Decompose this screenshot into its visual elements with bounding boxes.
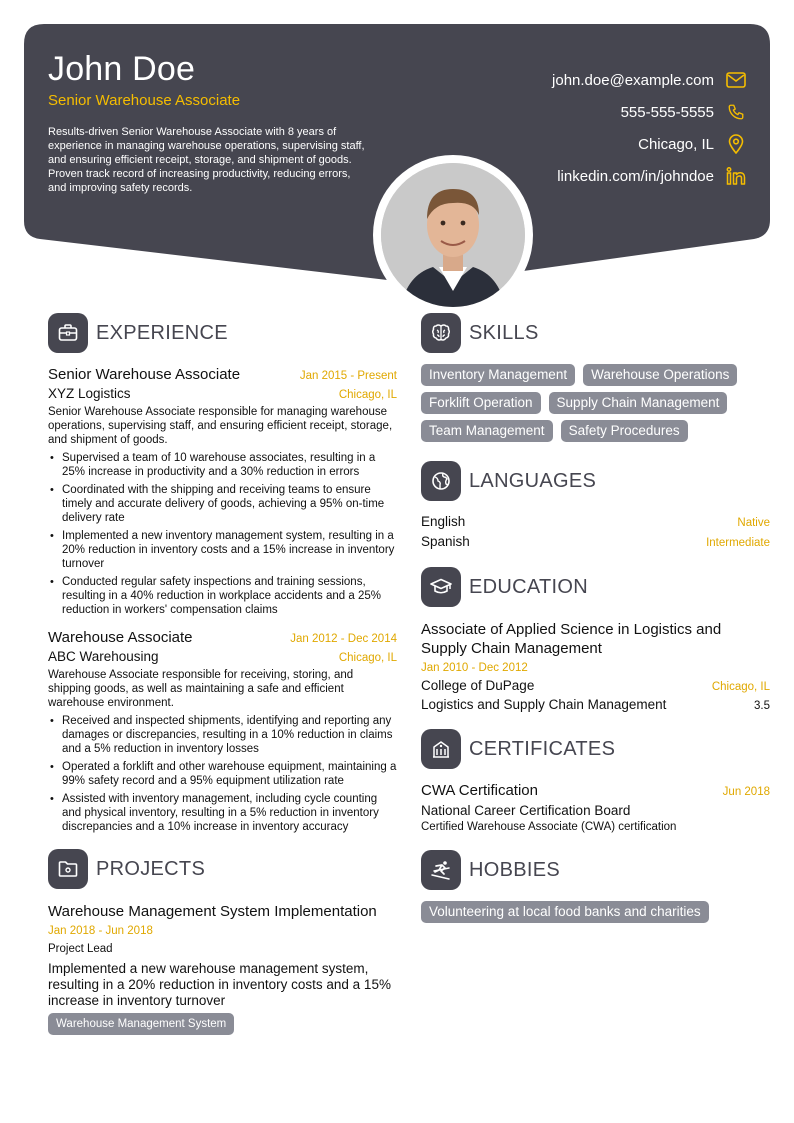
education-heading: EDUCATION (469, 575, 588, 598)
job-description: Senior Warehouse Associate responsible for managing warehouse operations, supervising staff, and ensuring efficient receipt, storage, and shipment of goods. (48, 406, 393, 446)
job-entry (48, 366, 397, 617)
job-location: Chicago, IL (338, 389, 397, 401)
projects-section-header (48, 848, 397, 890)
job-bullets (48, 451, 397, 617)
project-description: Implemented a new warehouse management system, resulting in a 20% reduction in inventory costs and a 15% increase in inventory turnover (48, 961, 391, 1008)
language-name: Spanish (421, 534, 470, 549)
skills-section-header (421, 312, 770, 354)
job-title: Warehouse Associate (48, 629, 193, 646)
contact-email[interactable] (486, 64, 746, 96)
education-section-header (421, 566, 770, 608)
languages-section-header (421, 460, 770, 502)
job-bullet: • Supervised a team of 10 warehouse associates, resulting in a 25% increase in productivity and a 30% reduction in errors (62, 451, 397, 479)
brain-icon (421, 313, 461, 353)
certificate-description: Certified Warehouse Associate (CWA) certification (421, 821, 677, 833)
skill-tag: Forklift Operation (421, 392, 541, 414)
location-text: Chicago, IL (638, 135, 714, 153)
experience-heading: EXPERIENCE (96, 321, 228, 344)
education-gpa: 3.5 (754, 700, 770, 712)
certificates-heading: CERTIFICATES (469, 737, 616, 760)
skill-tag: Inventory Management (421, 364, 575, 386)
summary-text: Results-driven Senior Warehouse Associate with 8 years of experience in managing warehouse operations, supervising staff, and ensuring efficient receipt, storage, and shipment of goods. Proven track record of increasing productivity, reducing errors, and improving safety records. (48, 126, 365, 194)
project-title: Warehouse Management System Implementation (48, 903, 377, 920)
skills-tags (421, 364, 770, 448)
hobby-tag: Volunteering at local food banks and charities (421, 901, 709, 923)
certificate-issuer: National Career Certification Board (421, 803, 631, 818)
job-company: ABC Warehousing (48, 649, 159, 664)
profile-photo (381, 163, 525, 307)
contact-location (486, 128, 746, 160)
project-role: Project Lead (48, 943, 113, 955)
education-dates: Jan 2010 - Dec 2012 (421, 662, 528, 674)
language-name: English (421, 514, 466, 529)
language-level: Native (737, 517, 770, 529)
certificate-entry (421, 782, 770, 833)
email-icon (726, 70, 746, 90)
email-text[interactable]: john.doe@example.com (552, 71, 714, 89)
project-dates: Jan 2018 - Jun 2018 (48, 925, 153, 937)
language-row (421, 534, 770, 554)
project-entry (48, 902, 397, 1041)
job-title: Senior Warehouse Associate (48, 366, 241, 383)
folder-icon (48, 849, 88, 889)
languages-heading: LANGUAGES (469, 469, 597, 492)
job-bullet: • Conducted regular safety inspections and training sessions, resulting in a 40% reduction in workplace accidents and a 25% reduction in workers' compensation claims (62, 575, 397, 617)
linkedin-text[interactable]: linkedin.com/in/johndoe (557, 167, 714, 185)
contact-linkedin[interactable] (486, 160, 746, 192)
briefcase-icon (48, 313, 88, 353)
globe-icon (421, 461, 461, 501)
job-bullets (48, 714, 397, 834)
education-school: College of DuPage (421, 678, 535, 693)
languages-list (421, 514, 770, 554)
hobbies-heading: HOBBIES (469, 858, 561, 881)
education-entry (421, 620, 770, 712)
contact-phone[interactable] (486, 96, 746, 128)
education-field: Logistics and Supply Chain Management (421, 697, 667, 712)
skill-tag: Safety Procedures (561, 420, 688, 442)
hobbies-tags (421, 901, 770, 929)
job-dates: Jan 2012 - Dec 2014 (290, 633, 397, 645)
job-entry (48, 629, 397, 834)
projects-heading: PROJECTS (96, 857, 206, 880)
job-bullet: • Assisted with inventory management, including cycle counting and physical inventory, resulting in a 5% reduction in inventory discrepancies and a 10% increase in inventory accuracy (62, 792, 397, 834)
candidate-title: Senior Warehouse Associate (48, 92, 241, 109)
location-pin-icon (726, 134, 746, 154)
certificate-date: Jun 2018 (722, 786, 770, 798)
job-bullet: • Operated a forklift and other warehouse equipment, maintaining a 99% safety record and a 95% equipment utilization rate (62, 760, 397, 788)
left-column (48, 312, 397, 1041)
education-location: Chicago, IL (711, 681, 770, 693)
job-bullet: • Coordinated with the shipping and receiving teams to ensure timely and accurate delivery of goods, achieving a 95% on-time delivery rate (62, 483, 397, 525)
certificates-section-header (421, 728, 770, 770)
linkedin-icon (726, 166, 746, 186)
graduation-cap-icon (421, 567, 461, 607)
skier-icon (421, 850, 461, 890)
contact-list (486, 64, 746, 192)
phone-icon (726, 102, 746, 122)
phone-text[interactable]: 555-555-5555 (620, 103, 714, 121)
language-level: Intermediate (706, 537, 770, 549)
candidate-name: John Doe (48, 50, 196, 88)
skill-tag: Team Management (421, 420, 553, 442)
certificate-name: CWA Certification (421, 782, 538, 799)
job-dates: Jan 2015 - Present (299, 370, 397, 382)
skill-tag: Warehouse Operations (583, 364, 737, 386)
skills-heading: SKILLS (469, 321, 539, 344)
job-company: XYZ Logistics (48, 386, 131, 401)
skill-tag: Supply Chain Management (549, 392, 728, 414)
job-description: Warehouse Associate responsible for receiving, storing, and shipping goods, as well as maintaining a safe and efficient warehouse environment. (48, 669, 354, 709)
profile-photo-frame (373, 155, 533, 315)
job-location: Chicago, IL (338, 652, 397, 664)
project-tag: Warehouse Management System (48, 1013, 234, 1035)
job-bullet: • Received and inspected shipments, identifying and reporting any damages or discrepancies, resulting in a 10% reduction in claims and a 5% reduction in inventory losses (62, 714, 397, 756)
certificate-building-icon (421, 729, 461, 769)
experience-section-header (48, 312, 397, 354)
project-tags (48, 1013, 397, 1041)
job-bullet: • Implemented a new inventory management system, resulting in a 20% reduction in inventory costs and a 15% increase in inventory turnover (62, 529, 397, 571)
right-column (421, 312, 770, 929)
hobbies-section-header (421, 849, 770, 891)
language-row (421, 514, 770, 534)
education-degree: Associate of Applied Science in Logistics and Supply Chain Management (421, 621, 722, 657)
